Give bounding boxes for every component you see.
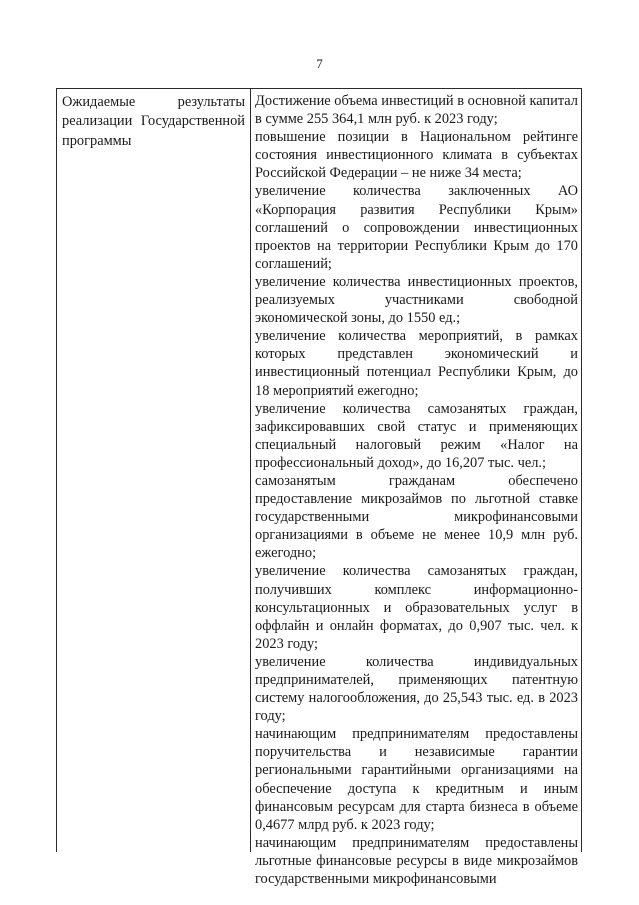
table-label-cell (57, 89, 251, 852)
result-item: начинающим предпринимателям предоставлены льготные финансовые ресурсы в виде микрозаймов государственными микрофинансовыми (255, 834, 578, 888)
result-item: увеличение количества инвестиционных проектов, реализуемых участниками свободной экономической зоны, до 1550 ед.; (255, 273, 578, 327)
result-item: повышение позиции в Национальном рейтинге состояния инвестиционного климата в субъектах Российской Федерации – не ниже 34 места; (255, 129, 578, 182)
result-item: увеличение количества самозанятых граждан, получивших комплекс информационно-консультационных и образовательных услуг в оффлайн и онлайн форматах, до 0,907 тыс. чел. к 2023 году; (255, 563, 578, 652)
result-item: Достижение объема инвестиций в основной капитал в сумме 255 364,1 млн руб. к 2023 году; (255, 93, 578, 128)
expected-results-label: Ожидаемые результаты реализации Государственной программы (62, 94, 245, 149)
result-item: увеличение количества мероприятий, в рамках которых представлен экономический и инвестиционный потенциал Республики Крым, до 18 мероприятий ежегодно; (255, 328, 578, 399)
page-number: 7 (316, 56, 323, 71)
result-item: самозанятым гражданам обеспечено предоставление микрозаймов по льготной ставке государственными микрофинансовыми организациями в объеме не менее 10,9 млн руб. ежегодно; (255, 472, 578, 562)
result-item: увеличение количества заключенных АО «Корпорация развития Республики Крым» соглашений о сопровождении инвестиционных проектов на территории Республики Крым до 170 соглашений; (255, 183, 578, 272)
result-item: увеличение количества самозанятых граждан, зафиксировавших свой статус и применяющих специальный налоговый режим «Налог на профессиональный доход», до 16,207 тыс. чел.; (255, 400, 578, 471)
result-item: начинающим предпринимателям предоставлены поручительства и независимые гарантии региональными гарантийными организациями на обеспечение доступа к кредитным и иным финансовым ресурсам для старта бизнеса в объеме 0,4677 млрд руб. к 2023 году; (255, 726, 578, 833)
results-table (56, 88, 582, 888)
result-item: увеличение количества индивидуальных предпринимателей, применяющих патентную систему налогообложения, до 25,543 тыс. ед. в 2023 году; (255, 653, 578, 725)
table-content-cell (251, 89, 581, 888)
